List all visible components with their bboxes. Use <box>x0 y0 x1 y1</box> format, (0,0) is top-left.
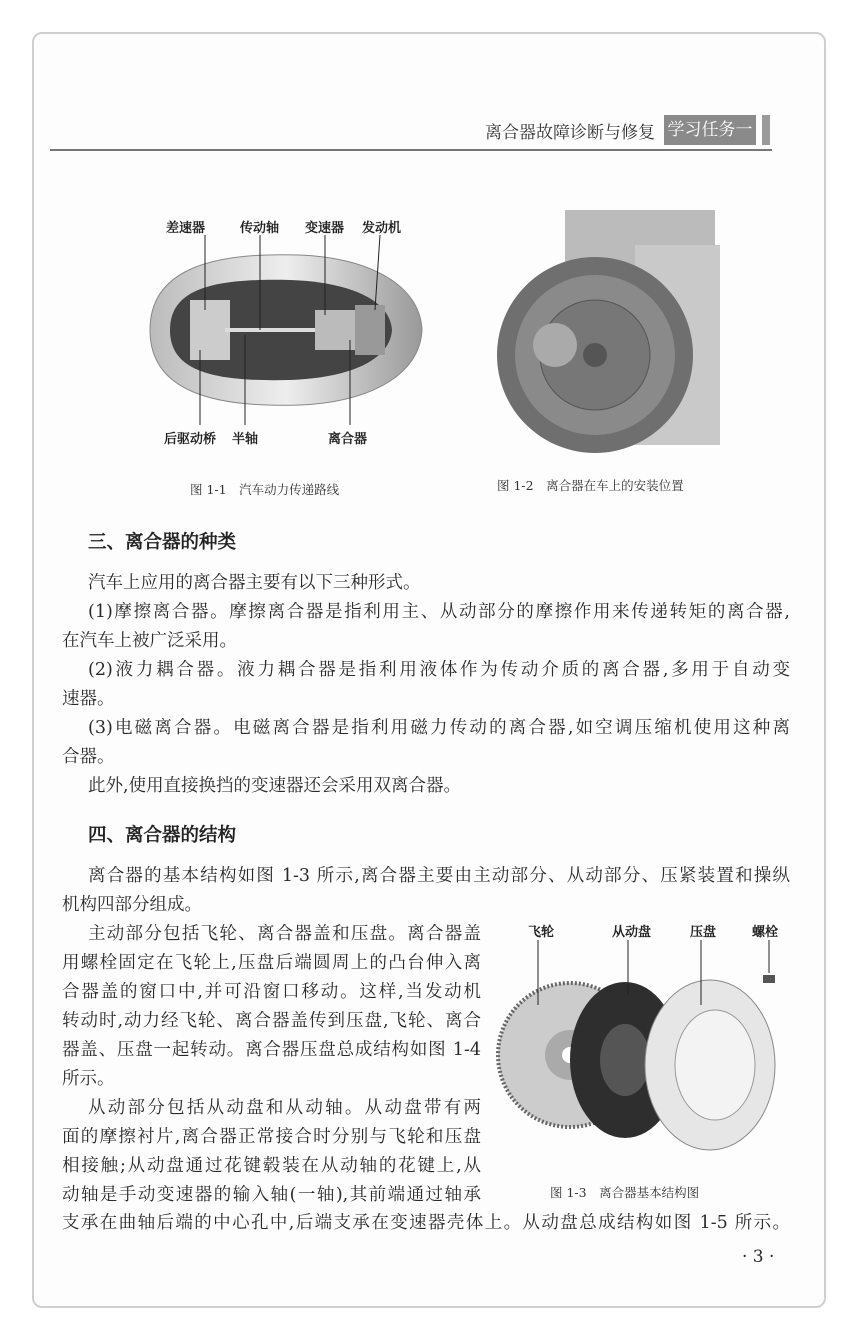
section-heading-clutch-structure: 四、离合器的结构 <box>88 825 237 846</box>
running-header-title: 离合器故障诊断与修复 <box>485 123 655 143</box>
paragraph-line: 汽车上应用的离合器主要有以下三种形式。 <box>88 573 421 593</box>
label-transmission: 变速器 <box>305 221 345 236</box>
paragraph-line: 器盖、压盘一起转动。离合器压盘总成结构如图 1-4 <box>62 1040 481 1060</box>
figure-1-1-caption: 图 1-1 汽车动力传递路线 <box>190 482 340 497</box>
paragraph-line: 面的摩擦衬片,离合器正常接合时分别与飞轮和压盘 <box>62 1127 481 1147</box>
paragraph-line: 速器。 <box>62 689 115 709</box>
label-driven-disc: 从动盘 <box>612 925 652 940</box>
paragraph-line: (1)摩擦离合器。摩擦离合器是指利用主、从动部分的摩擦作用来传递转矩的离合器, <box>88 602 790 622</box>
label-flywheel: 飞轮 <box>528 925 555 940</box>
paragraph-line: (2)液力耦合器。液力耦合器是指利用液体作为传动介质的离合器,多用于自动变 <box>88 660 790 680</box>
figure-1-2-caption: 图 1-2 离合器在车上的安装位置 <box>497 478 684 493</box>
paragraph-line: 合器盖的窗口中,并可沿窗口移动。这样,当发动机 <box>62 982 481 1002</box>
label-pressure-plate: 压盘 <box>690 925 717 940</box>
label-drive-shaft: 传动轴 <box>240 221 280 236</box>
paragraph-line: 用螺栓固定在飞轮上,压盘后端圆周上的凸台伸入离 <box>62 953 481 973</box>
paragraph-line: 主动部分包括飞轮、离合器盖和压盘。离合器盖 <box>88 924 481 944</box>
paragraph-line: (3)电磁离合器。电磁离合器是指利用磁力传动的离合器,如空调压缩机使用这种离 <box>88 718 790 738</box>
paragraph-line: 支承在曲轴后端的中心孔中,后端支承在变速器壳体上。从动盘总成结构如图 1-5 所示。 <box>62 1213 790 1233</box>
figure-1-1-car-image <box>130 230 430 430</box>
paragraph-line: 在汽车上被广泛采用。 <box>62 631 237 651</box>
label-clutch: 离合器 <box>328 432 368 447</box>
paragraph-line: 合器。 <box>62 747 115 767</box>
paragraph-line: 此外,使用直接换挡的变速器还会采用双离合器。 <box>88 776 462 796</box>
paragraph-line: 所示。 <box>62 1069 115 1089</box>
page-number: · 3 · <box>742 1247 775 1267</box>
figure-1-3-clutch-parts-image <box>495 935 785 1175</box>
figure-1-2-clutch-installed-image <box>495 205 730 460</box>
task-badge: 学习任务一 <box>664 115 756 145</box>
header-bar <box>762 115 770 145</box>
paragraph-line: 相接触;从动盘通过花键毂装在从动轴的花键上,从 <box>62 1156 481 1176</box>
label-engine: 发动机 <box>362 221 402 236</box>
label-rear-axle: 后驱动桥 <box>164 432 217 447</box>
section-heading-clutch-types: 三、离合器的种类 <box>88 532 237 553</box>
label-bolt: 螺栓 <box>752 925 779 940</box>
header-rule <box>50 149 772 151</box>
label-half-shaft: 半轴 <box>232 432 259 447</box>
figure-1-3-caption: 图 1-3 离合器基本结构图 <box>550 1185 700 1200</box>
paragraph-line: 转动时,动力经飞轮、离合器盖传到压盘,飞轮、离合 <box>62 1011 481 1031</box>
paragraph-line: 离合器的基本结构如图 1-3 所示,离合器主要由主动部分、从动部分、压紧装置和操纵 <box>88 866 790 886</box>
paragraph-line: 从动部分包括从动盘和从动轴。从动盘带有两 <box>88 1098 481 1118</box>
paragraph-line: 机构四部分组成。 <box>62 895 202 915</box>
paragraph-line: 动轴是手动变速器的输入轴(一轴),其前端通过轴承 <box>62 1185 481 1205</box>
label-differential: 差速器 <box>166 221 206 236</box>
